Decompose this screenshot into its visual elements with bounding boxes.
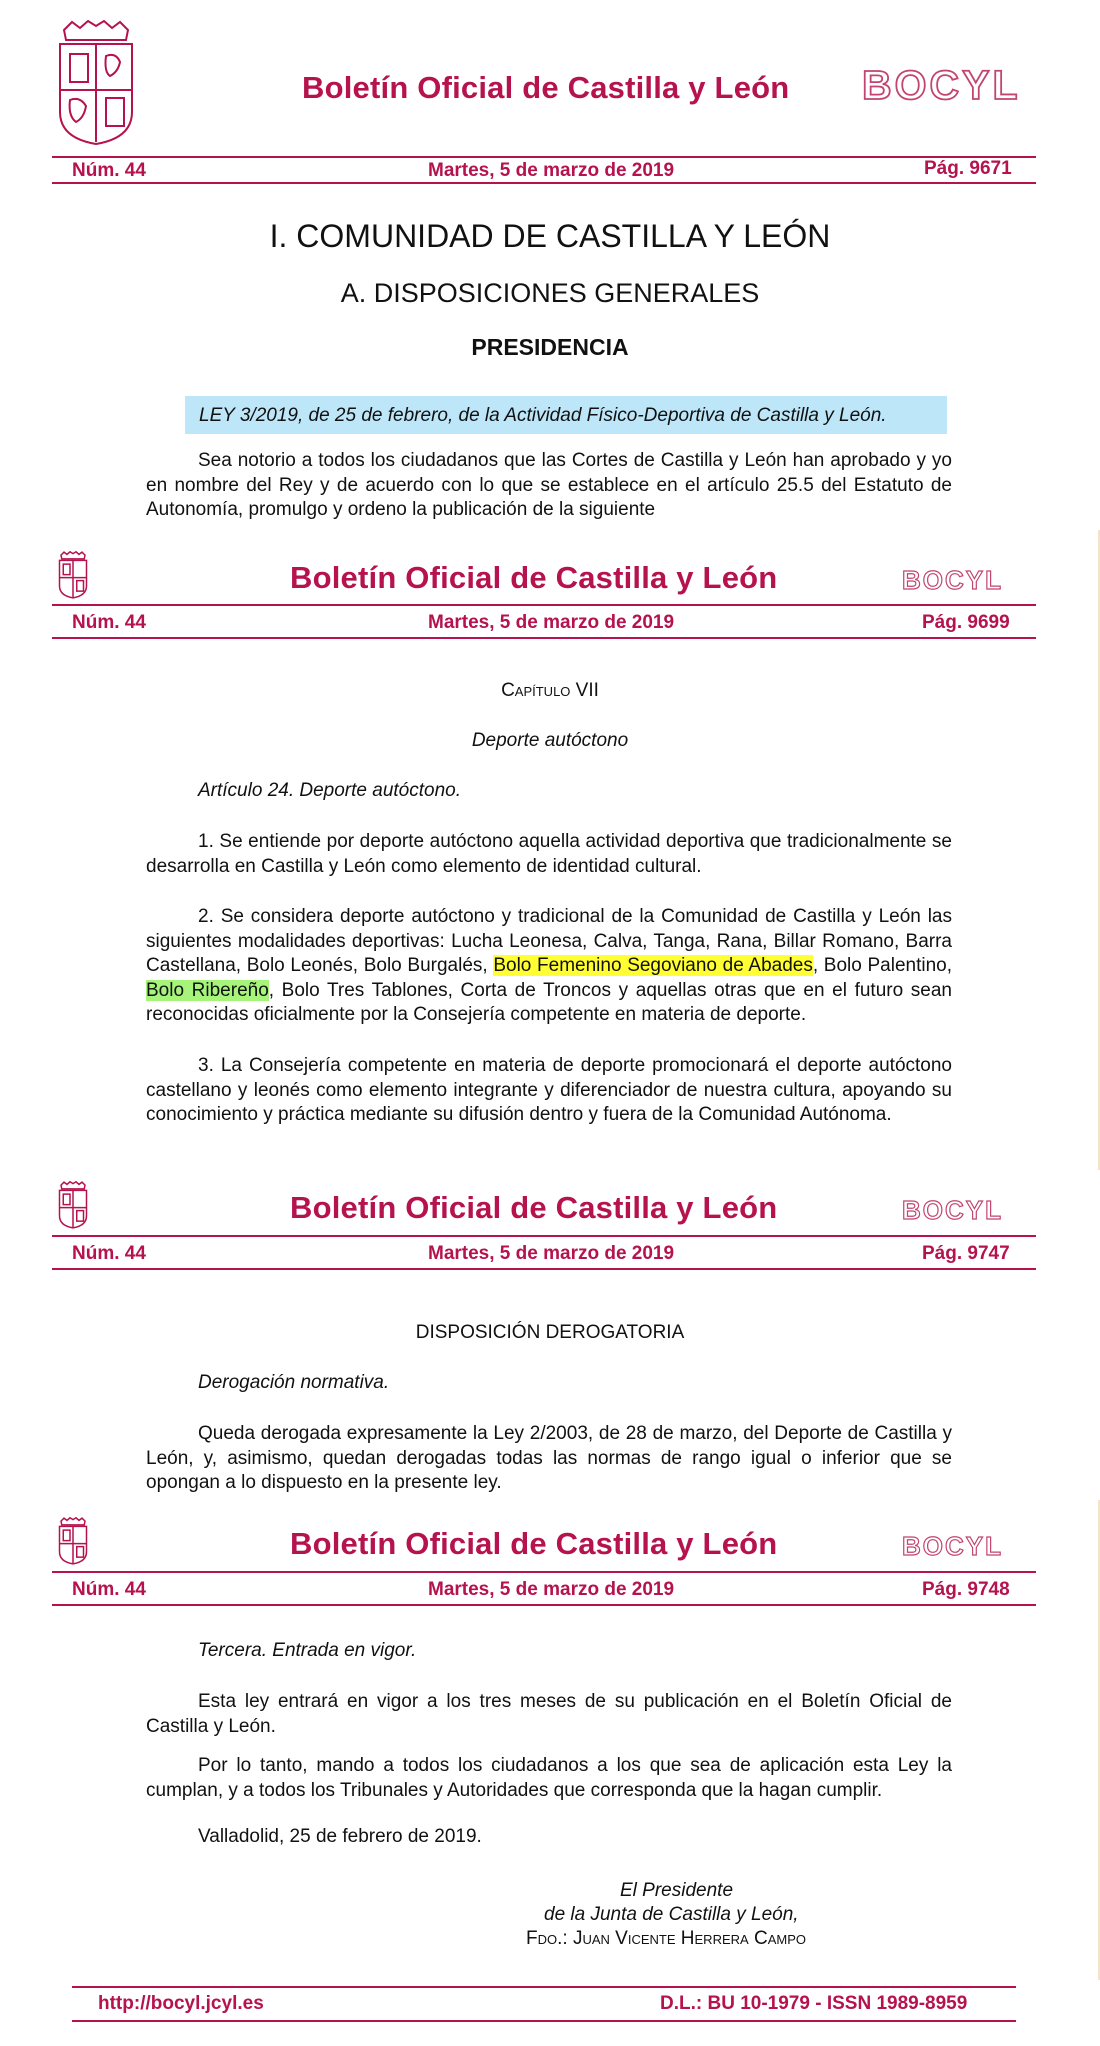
intro-paragraph: Sea notorio a todos los ciudadanos que las Cortes de Castilla y León han aprobado y yo en nombre del Rey y de acuerdo con lo que se establece en el artículo 25.5 del Estatuto de Autonomía, promulgo y ordeno la publicación de la siguiente xyxy=(146,450,952,520)
issue-date: Martes, 5 de marzo de 2019 xyxy=(428,1579,675,1600)
page-number: Pág. 9671 xyxy=(924,158,1012,179)
page-number: Pág. 9747 xyxy=(922,1243,1010,1264)
header-title: Boletín Oficial de Castilla y León xyxy=(290,1526,778,1561)
coat-of-arms-icon xyxy=(58,550,88,600)
section-title: I. COMUNIDAD DE CASTILLA Y LEÓN xyxy=(269,218,831,254)
header-rule-bottom xyxy=(52,182,1036,184)
bocyl-logo: BOCYL xyxy=(902,565,1003,595)
bocyl-logo: BOCYL xyxy=(902,1195,1003,1225)
chapter-title: Deporte autóctono xyxy=(471,730,629,751)
third-paragraph: Esta ley entrará en vigor a los tres meses de su publicación en el Boletín Oficial de Castilla y León. xyxy=(146,1691,952,1737)
closing-paragraph: Por lo tanto, mando a todos los ciudadanos a los que sea de aplicación esta Ley la cumplan, y a todos los Tribunales y Autoridades que corresponda que la hagan cumplir. xyxy=(146,1755,952,1801)
header-rule-bottom xyxy=(52,637,1036,639)
derogation-subtitle: Derogación normativa. xyxy=(198,1372,390,1393)
law-title xyxy=(185,396,947,434)
footer-legal: D.L.: BU 10-1979 - ISSN 1989-8959 xyxy=(660,1993,968,2014)
signature-line-2: de la Junta de Castilla y León, xyxy=(544,1904,799,1925)
coat-of-arms-icon xyxy=(58,1180,88,1230)
header-title: Boletín Oficial de Castilla y León xyxy=(302,70,790,105)
derogation-paragraph: Queda derogada expresamente la Ley 2/2003, de 28 de marzo, del Deporte de Castilla y León, y, asimismo, quedan derogadas todas las normas de rango igual o inferior que se opongan a lo dispuesto en la presente ley. xyxy=(146,1423,952,1493)
third-title: Tercera. Entrada en vigor. xyxy=(198,1640,417,1661)
issue-date: Martes, 5 de marzo de 2019 xyxy=(428,612,675,633)
header-rule-top xyxy=(52,156,1036,158)
header-title: Boletín Oficial de Castilla y León xyxy=(290,1190,778,1225)
page-number: Pág. 9699 xyxy=(922,612,1010,633)
signature-line-3: Fdo.: Juan Vicente Herrera Campo xyxy=(526,1928,806,1949)
coat-of-arms-icon xyxy=(58,1516,88,1566)
highlight-yellow: Bolo Femenino Segoviano de Abades xyxy=(493,955,813,976)
issue-date: Martes, 5 de marzo de 2019 xyxy=(428,160,675,181)
issue-number: Núm. 44 xyxy=(72,1243,146,1264)
paragraph-text: , Bolo Palentino, xyxy=(812,955,953,976)
signature-line-1: El Presidente xyxy=(620,1880,734,1901)
highlight-green: Bolo Ribereño xyxy=(146,979,269,1001)
header-rule-top xyxy=(52,604,1036,606)
page-number: Pág. 9748 xyxy=(922,1579,1010,1600)
derogation-title: DISPOSICIÓN DEROGATORIA xyxy=(415,1322,685,1343)
header-rule-top xyxy=(52,1571,1036,1573)
header-title: Boletín Oficial de Castilla y León xyxy=(290,560,778,595)
bocyl-logo: BOCYL xyxy=(862,62,1021,108)
header-rule-bottom xyxy=(52,1604,1036,1606)
paragraph-text: , Bolo Tres Tablones, Corta de Troncos y aquellas otras que en el futuro sean reconocidas oficialmente por la Consejería competente en materia de deporte. xyxy=(146,979,952,1025)
paragraph-text: 2. Se considera deporte autóctono y tradicional de la Comunidad de Castilla y León las siguientes modalidades deportivas: Lucha Leonesa, Calva, Tanga, Rana, Billar Romano, Barra Castellana, Bolo Leonés, Bolo Burgalés, xyxy=(146,906,952,976)
chapter-label: Capítulo VII xyxy=(501,680,599,701)
coat-of-arms-icon xyxy=(56,20,136,146)
footer-url[interactable]: http://bocyl.jcyl.es xyxy=(98,1993,264,2014)
article-paragraph-3: 3. La Consejería competente en materia de deporte promocionará el deporte autóctono castellano y leonés como elemento integrante y diferenciador de nuestra cultura, apoyando su conocimiento y práctica mediante su difusión dentro y fuera de la Comunidad Autónoma. xyxy=(146,1055,952,1125)
header-rule-bottom xyxy=(52,1268,1036,1270)
footer-rule-top xyxy=(72,1986,1016,1988)
issue-number: Núm. 44 xyxy=(72,612,146,633)
article-title: Artículo 24. Deporte autóctono. xyxy=(198,780,461,801)
header-rule-top xyxy=(52,1235,1036,1237)
issue-number: Núm. 44 xyxy=(72,160,146,181)
issue-date: Martes, 5 de marzo de 2019 xyxy=(428,1243,675,1264)
bocyl-logo: BOCYL xyxy=(902,1531,1003,1561)
subsection-title: A. DISPOSICIONES GENERALES xyxy=(340,278,760,308)
place-date: Valladolid, 25 de febrero de 2019. xyxy=(198,1826,482,1847)
law-title-text: LEY 3/2019, de 25 de febrero, de la Actividad Físico-Deportiva de Castilla y León. xyxy=(199,405,887,426)
issue-number: Núm. 44 xyxy=(72,1579,146,1600)
footer-rule-bottom xyxy=(72,2020,1016,2022)
article-paragraph-1: 1. Se entiende por deporte autóctono aquella actividad deportiva que tradicionalmente se desarrolla en Castilla y León como elemento de identidad cultural. xyxy=(146,831,952,877)
department-title: PRESIDENCIA xyxy=(471,334,629,360)
article-paragraph-2 xyxy=(146,905,952,1028)
